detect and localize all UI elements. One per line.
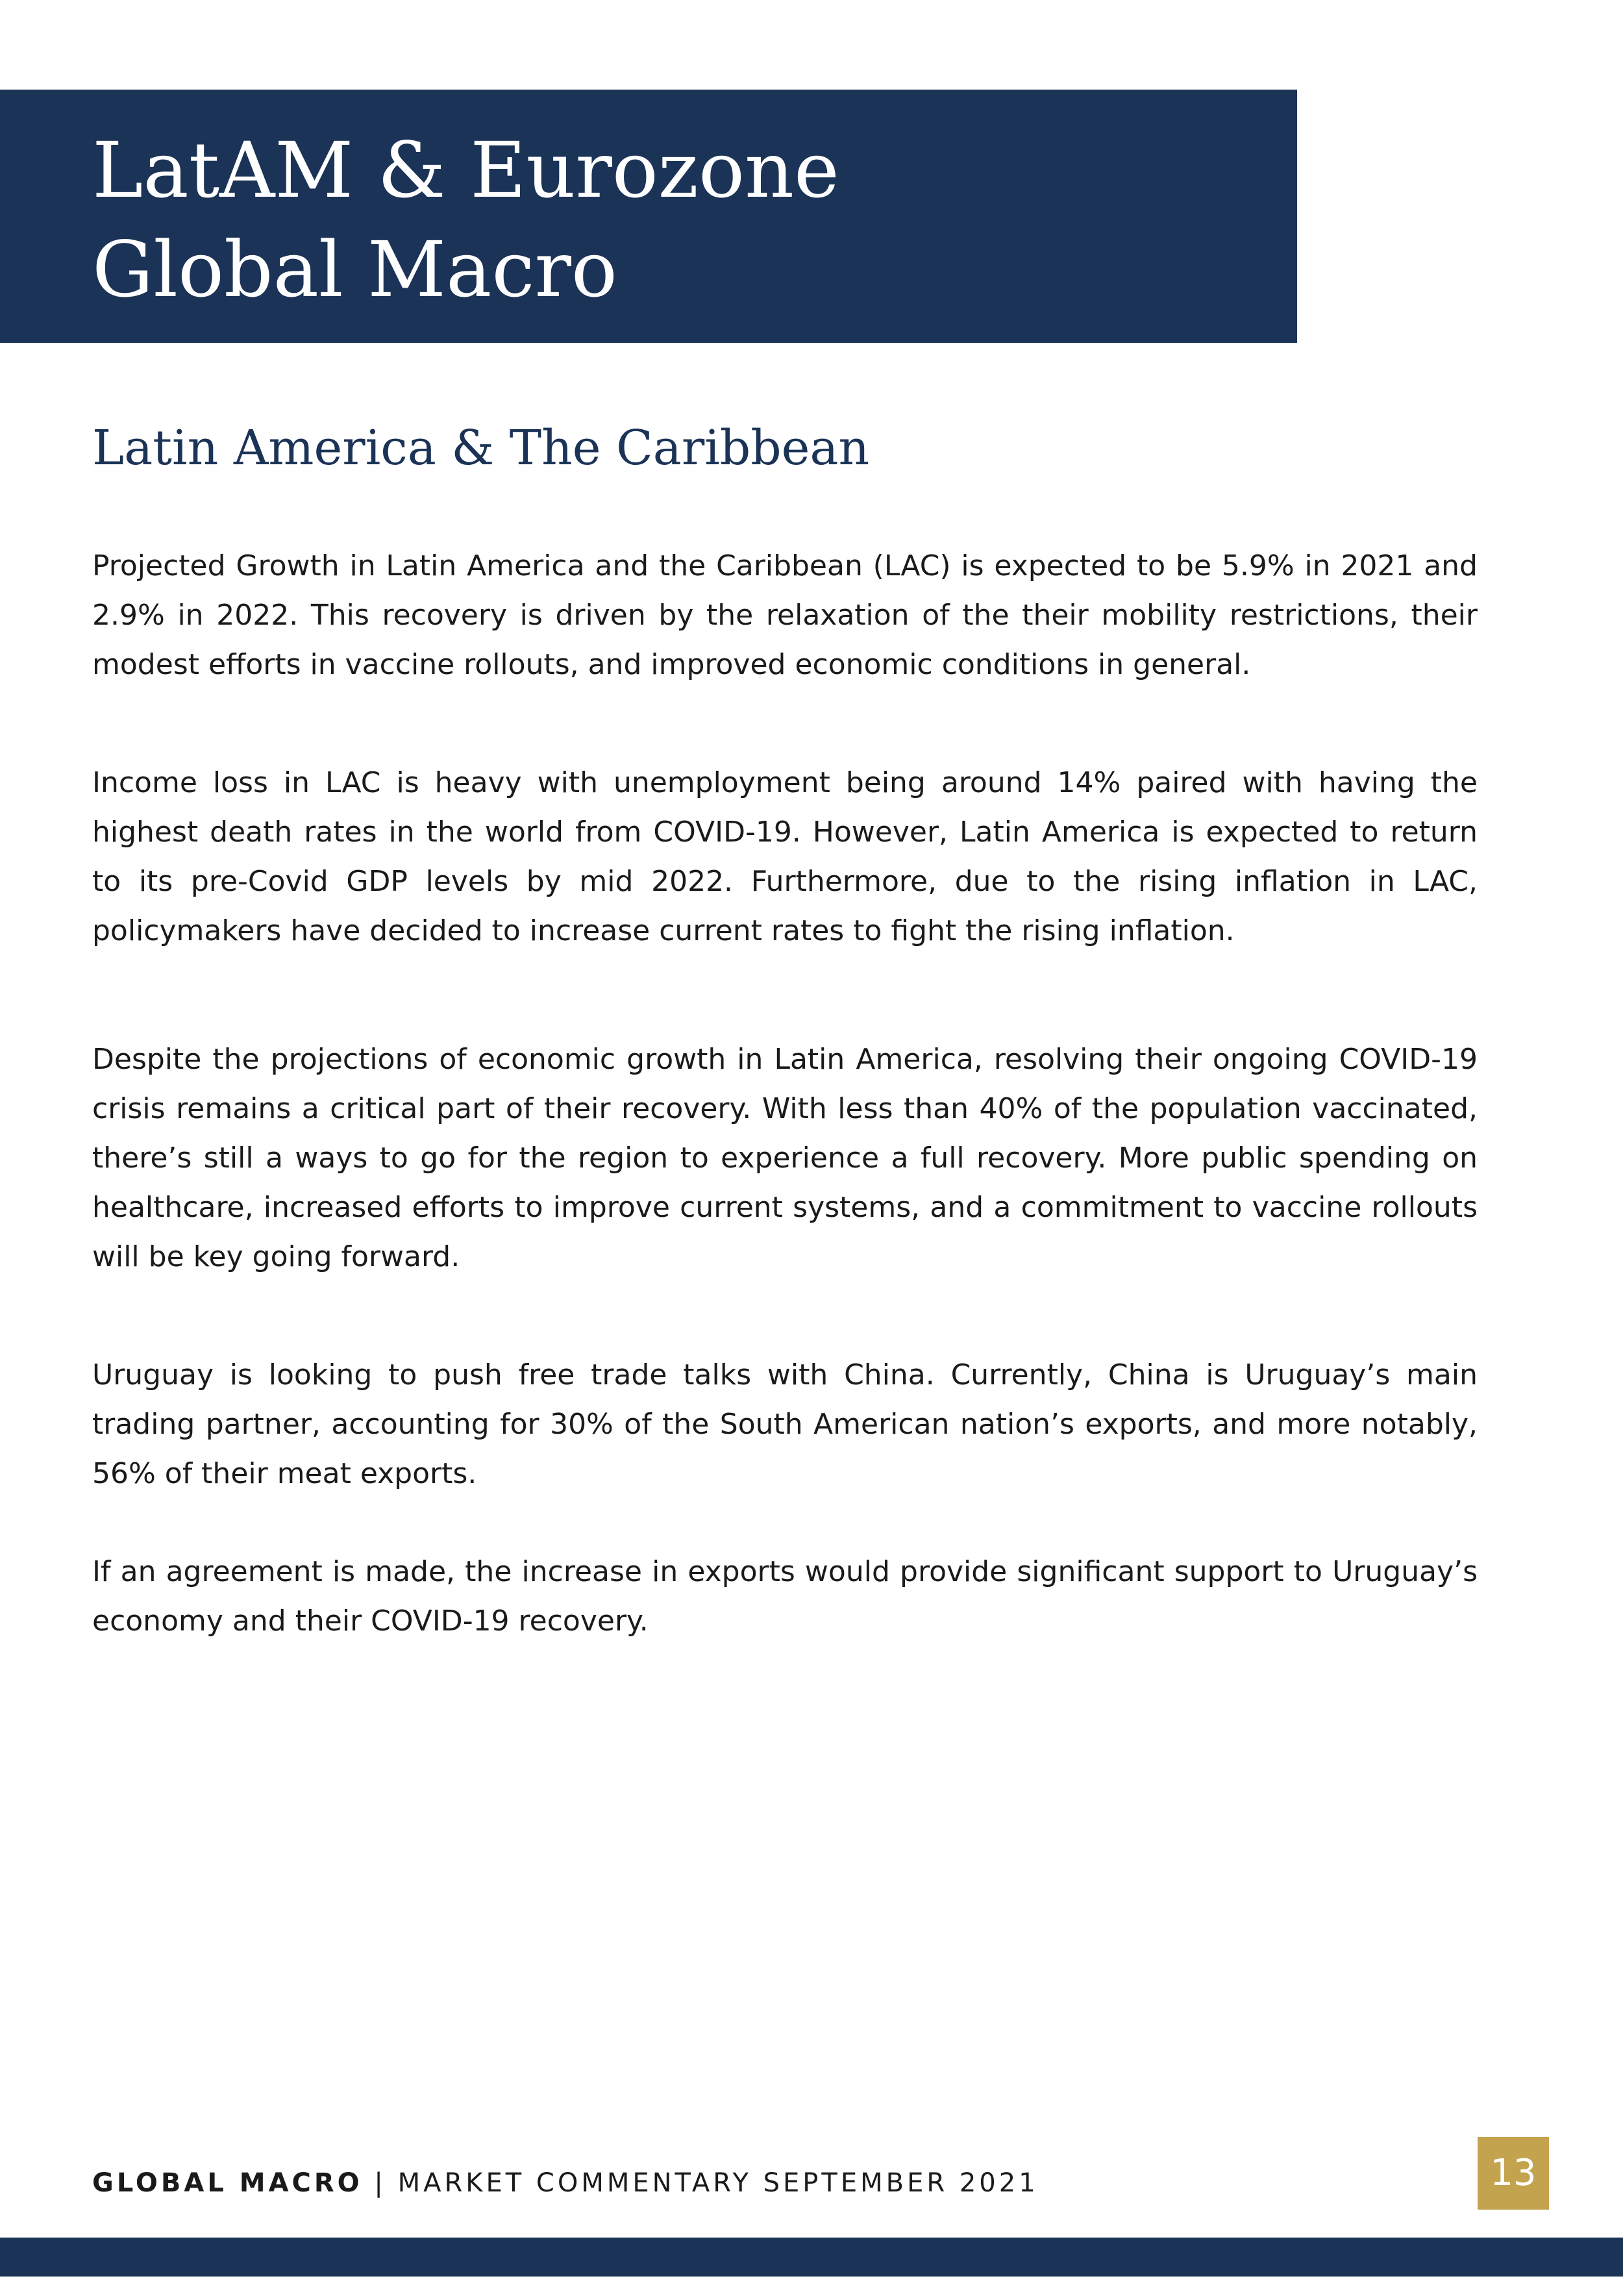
- title-banner: [0, 90, 1297, 343]
- section-heading: Latin America & The Caribbean: [92, 420, 870, 476]
- page-number: 13: [1478, 2137, 1549, 2210]
- page-title-line-2: Global Macro: [92, 225, 617, 314]
- footer: [92, 2165, 1039, 2201]
- page-title-line-1: LatAM & Eurozone: [92, 125, 839, 215]
- paragraph-covid-recovery: Despite the projections of economic growth in Latin America, resolving their ongoing COVID-19 crisis remains a critical part of their recovery. With less than 40% of the population vaccinated, there’s still a ways to go for the region to experience a full recovery. More public spending on healthcare, increased efforts to improve current systems, and a commitment to vaccine rollouts will be key going forward.: [92, 1043, 1478, 1273]
- paragraph-income-loss: Income loss in LAC is heavy with unemployment being around 14% paired with having the highest death rates in the world from COVID-19. However, Latin America is expected to return to its pre-Covid GDP levels by mid 2022. Furthermore, due to the rising inflation in LAC, policymakers have decided to increase current rates to fight the rising inflation.: [92, 766, 1478, 947]
- footer-brand: GLOBAL MACRO: [92, 2168, 363, 2198]
- footer-separator: |: [362, 2168, 398, 2198]
- paragraph-lac-growth: Projected Growth in Latin America and the Caribbean (LAC) is expected to be 5.9% in 2021 and 2.9% in 2022. This recovery is driven by the relaxation of the their mobility restrictions, their modest efforts in vaccine rollouts, and improved economic conditions in general.: [92, 549, 1478, 681]
- paragraph-uruguay-trade: Uruguay is looking to push free trade talks with China. Currently, China is Uruguay’s main trading partner, accounting for 30% of the South American nation’s exports, and more notably, 56% of their meat exports.: [92, 1358, 1478, 1490]
- footer-subtitle: MARKET COMMENTARY SEPTEMBER 2021: [397, 2168, 1039, 2198]
- paragraph-agreement: If an agreement is made, the increase in exports would provide significant support to Uruguay’s economy and their COVID-19 recovery.: [92, 1555, 1478, 1638]
- bottom-bar: [0, 2238, 1623, 2277]
